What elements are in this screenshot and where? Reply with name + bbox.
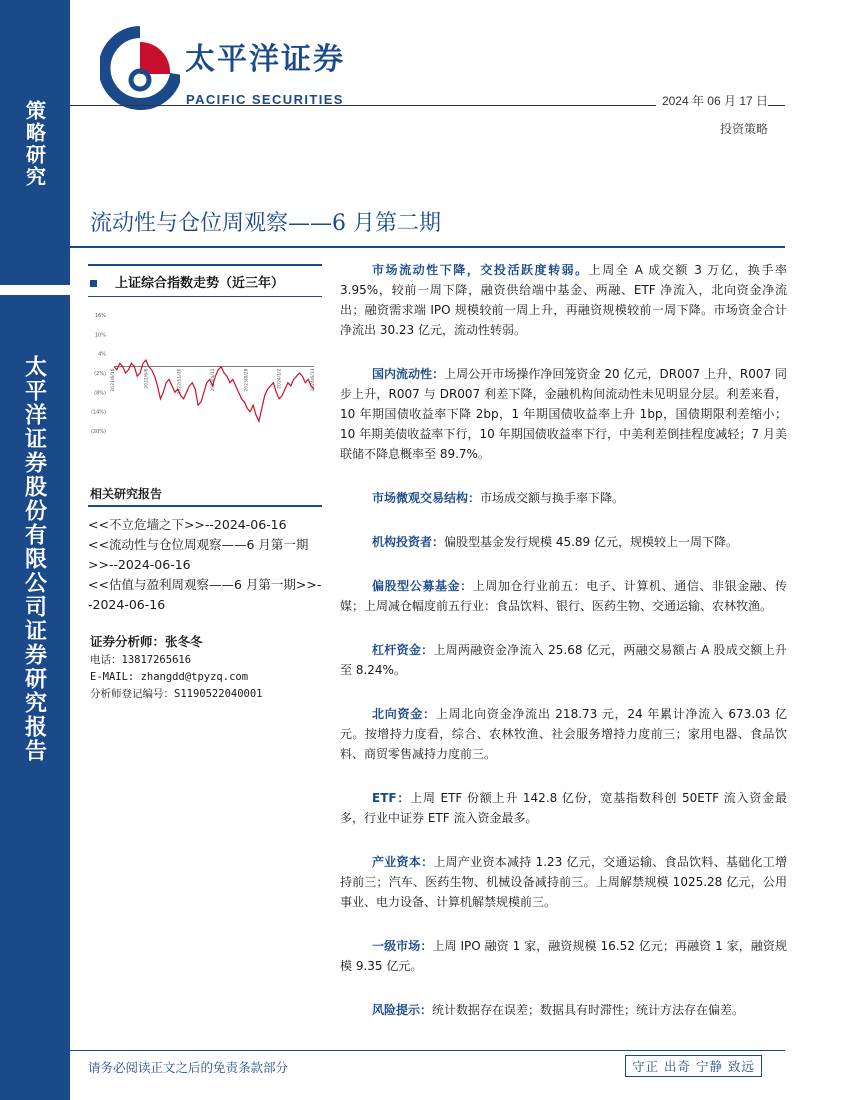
chart-bottom-rule [88, 296, 322, 297]
analyst-email[interactable]: E-MAIL: zhangdd@tpyzq.com [90, 671, 249, 683]
related-report-item[interactable]: <<流动性与仓位周观察——6 月第一期>>--2024-06-16 [88, 537, 309, 572]
leverage-paragraph [340, 640, 787, 680]
sidebar-report-type: 策略研究 [22, 100, 47, 188]
logo-name-cn: 太平洋证券 [185, 42, 345, 77]
report-category: 投资策略 [719, 122, 768, 136]
analyst-info [90, 652, 263, 703]
y-tick-label: (2%) [94, 371, 106, 377]
footer-divider [70, 1050, 785, 1051]
paragraph-lead: 北向资金： [372, 707, 436, 721]
equity-fund-paragraph [340, 576, 787, 616]
paragraph-lead: 市场流动性下降，交投活跃度转弱。 [372, 263, 589, 277]
x-tick-label: 2022/6/6 [144, 368, 150, 389]
related-reports-list [88, 515, 324, 615]
analyst-license: 分析师登记编号：S1190522040001 [90, 688, 263, 700]
main-body [340, 260, 787, 1044]
paragraph-text: 市场成交额与换手率下降。 [480, 491, 625, 505]
paragraph-text: 上周北向资金净流出 218.73 元，24 年累计净流入 673.03 亿元。按增持力度看，综合、农林牧渔、社会服务增持力度前三；家用电器、食品饮料、商贸零售减持力度前三。 [340, 707, 787, 761]
paragraph-text: 偏股型基金发行规模 45.89 亿元，规模较上一周下降。 [444, 535, 738, 549]
paragraph-text: 上周公开市场操作净回笼资金 20 亿元，DR007 上升，R007 同步上升，R007 与 DR007 利差下降，金融机构间流动性未见明显分层。利差来看，10 年期国债收益率下降 2bp，1 年期国债收益率上升 1bp，国债期限利差缩小；10 年期美债收益率下行，10 年期国债收益率下行，中美利差倒挂程度减轻；7 月美联储不降息概率至 89.7%。 [340, 367, 787, 461]
summary-paragraph [340, 260, 787, 340]
paragraph-lead: 产业资本： [372, 855, 434, 869]
chart-top-rule [88, 264, 322, 266]
paragraph-lead: ETF： [372, 791, 411, 805]
paragraph-text: 上周 IPO 融资 1 家，融资规模 16.52 亿元；再融资 1 家，融资规模 9.35 亿元。 [340, 939, 787, 973]
northbound-paragraph [340, 704, 787, 764]
sidebar [0, 0, 70, 1100]
x-tick-label: 2024/6/13 [311, 368, 316, 392]
y-tick-label: (20%) [90, 429, 106, 435]
paragraph-lead: 风险提示： [372, 1003, 433, 1017]
risk-paragraph [340, 1000, 787, 1020]
paragraph-lead: 机构投资者： [372, 535, 445, 549]
index-line-chart [88, 305, 322, 445]
x-tick-label: 2021/6/16 [111, 368, 116, 392]
x-tick-label: 2024/1/2 [277, 368, 283, 389]
paragraph-text: 上周 ETF 份额上升 142.8 亿份，宽基指数科创 50ETF 流入资金最多，行业中证券 ETF 流入资金最多。 [340, 791, 787, 825]
paragraph-lead: 市场微观交易结构： [372, 491, 481, 505]
logo-name-en: PACIFIC SECURITIES [186, 92, 344, 107]
square-bullet-icon [90, 280, 97, 287]
market-structure-paragraph [340, 488, 787, 508]
company-logo [100, 24, 380, 124]
chart-title: 上证综合指数走势（近三年） [115, 276, 285, 291]
footer-disclaimer: 请务必阅读正文之后的免责条款部分 [88, 1060, 289, 1075]
chart-heading [90, 272, 284, 291]
y-tick-label: (14%) [90, 409, 106, 416]
etf-paragraph [340, 788, 787, 828]
related-reports-rule [88, 505, 322, 507]
footer-slogan: 守正 出奇 宁静 致远 [625, 1055, 762, 1077]
x-tick-label: 2022/11/20 [177, 368, 183, 395]
logo-mark-icon [100, 24, 180, 124]
paragraph-lead: 偏股型公募基金： [372, 579, 473, 593]
primary-market-paragraph [340, 936, 787, 976]
analyst-name: 证券分析师：张冬冬 [90, 634, 203, 649]
industry-capital-paragraph [340, 852, 787, 912]
institutional-paragraph [340, 532, 787, 552]
paragraph-text: 上周两融资金净流入 25.68 亿元，两融交易额占 A 股成交额上升至 8.24%。 [340, 643, 787, 677]
y-tick-label: 10% [94, 332, 106, 339]
paragraph-text: 统计数据存在误差；数据具有时滞性；统计方法存在偏差。 [432, 1003, 745, 1017]
paragraph-text: 上周加仓行业前五：电子、计算机、通信、非银金融、传媒；上周减仓幅度前五行业：食品饮料、银行、医药生物、交通运输、农林牧渔。 [340, 579, 787, 613]
paragraph-text: 上周产业资本减持 1.23 亿元，交通运输、食品饮料、基础化工增持前三；汽车、医药生物、机械设备减持前三。上周解禁规模 1025.28 亿元，公用事业、电力设备、计算机解禁规模前三。 [340, 855, 787, 909]
related-report-item[interactable]: <<估值与盈利周观察——6 月第一期>>--2024-06-16 [88, 577, 322, 612]
analyst-phone: 电话：13817265616 [90, 654, 192, 666]
sidebar-company-label: 太平洋证券股份有限公司证券研究报告 [21, 355, 48, 763]
paragraph-lead: 一级市场： [372, 939, 433, 953]
domestic-liquidity-paragraph [340, 364, 787, 464]
y-tick-label: (8%) [94, 390, 106, 397]
related-report-item[interactable]: <<不立危墙之下>>--2024-06-16 [88, 517, 287, 532]
x-tick-label: 2023/4/11 [211, 368, 216, 392]
x-tick-label: 2023/8/28 [244, 368, 250, 392]
report-date: 2024 年 06 月 17 日 [656, 92, 768, 109]
y-tick-label: 16% [94, 313, 106, 319]
title-divider [70, 246, 785, 248]
related-reports-title: 相关研究报告 [90, 487, 163, 501]
page-title: 流动性与仓位周观察——6 月第二期 [90, 211, 441, 236]
paragraph-lead: 杠杆资金： [372, 643, 434, 657]
y-tick-label: 4% [98, 351, 106, 358]
paragraph-lead: 国内流动性： [372, 367, 445, 381]
paragraph-text: 上周全 A 成交额 3 万亿，换手率 3.95%，较前一周下降，融资供给端中基金、两融、ETF 净流入，北向资金净流出；融资需求端 IPO 规模较前一周上升，再融资规模较前一周下降。市场资金合计净流出 30.23 亿元，流动性转弱。 [340, 263, 787, 337]
